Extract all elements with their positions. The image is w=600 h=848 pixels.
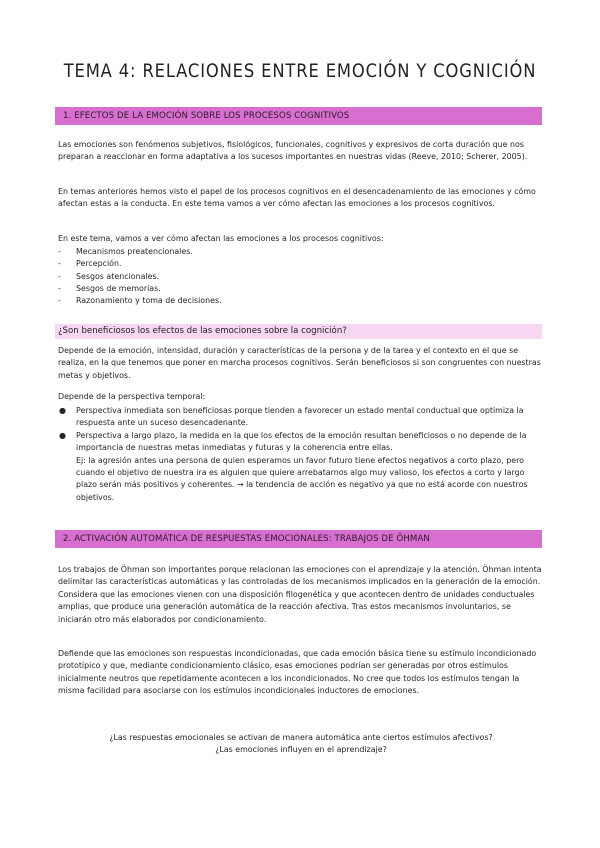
list-dash: - <box>58 247 61 256</box>
section-1-paragraph-5: Depende de la perspectiva temporal: <box>58 392 206 401</box>
list-dash: - <box>58 271 61 281</box>
list-dash: - <box>58 296 61 306</box>
section-1-heading: 1. EFECTOS DE LA EMOCIÓN SOBRE LOS PROCESOS COGNITIVOS <box>55 107 542 125</box>
section-1-paragraph-4: Depende de la emoción, intensidad, duración y características de la persona y de la tarea y el contexto en el que se realiza, en la que tenemos que poner en marcha procesos cognitivos. Serán beneficiosos si son congruentes con nuestras metas y objetivos. <box>58 346 541 380</box>
bullet-dot: ● <box>59 430 66 440</box>
page-title: TEMA 4: RELACIONES ENTRE EMOCIÓN Y COGNICIÓN <box>63 60 537 82</box>
section-1-paragraph-1: Las emociones son fenómenos subjetivos, fisiológicos, funcionales, cognitivos y expresivos de corta duración que nos preparan a reaccionar en forma adaptativa a los sucesos importantes en nuestras vidas (Reeve, 2010; Scherer, 2005). <box>58 140 528 162</box>
question-heading: ¿Son beneficiosos los efectos de las emociones sobre la cognición? <box>55 324 542 339</box>
temporal-perspective-list <box>58 405 544 504</box>
cognitive-processes-list <box>58 246 544 307</box>
list-dash: - <box>58 283 61 293</box>
list-item: - Razonamiento y toma de decisiones. <box>58 295 544 307</box>
bullet-example: Ej: la agresión antes una persona de quien esperamos un favor futuro tiene efectos negativos a corto plazo, pero cuando el objetivo de nuestra ira es alguien que quiere arrebatarnos algo muy valioso, los efectos a corto y largo plazo serán más positivos y coherentes. → la tendencia de acción es negativo ya que no está acorde con nuestros objetivos. <box>76 455 528 502</box>
section-1-paragraph-2: En temas anteriores hemos visto el papel de los procesos cognitivos en el desencadenamiento de las emociones y cómo afectan estas a la conducta. En este tema vamos a ver cómo afectan las emociones a los procesos cognitivos. <box>58 187 536 209</box>
bullet-dot: ● <box>59 406 66 415</box>
bullet-item-long-term: ● Perspectiva a largo plazo, la medida en la que los efectos de la emoción resultan beneficiosos o no depende de la importancia de nuestras metas inmediatas y futuras y la coherencia entre ellas. Ej: la agresión antes una persona de quien esperamos un favor futuro tiene efectos negativos a corto plazo, pero cuando el objetivo de nuestra ira es alguien que quiere arrebatarnos algo muy valioso, los efectos a corto y largo plazo serán más positivos y coherentes. → la tendencia de acción es negativo ya que no está acorde con nuestros objetivos. <box>59 430 528 502</box>
section-2-paragraph-1: Los trabajos de Öhman son importantes porque relacionan las emociones con el aprendizaje y la atención. Öhman intenta delimitar las características automáticas y las controladas de los mecanismos implicados en la generación de la emoción. Considera que las emociones vienen con una disposición filogenética y que acontecen dentro de unidades conductuales amplias, que produce una generación automática de la reacción afectiva. Tras estos mecanismos involuntarios, se iniciarán otro más elaborados por condicionamiento. <box>58 565 542 624</box>
section-2-heading: 2. ACTIVACIÓN AUTOMÁTICA DE RESPUESTAS EMOCIONALES: TRABAJOS DE ÖHMAN <box>55 530 542 548</box>
list-item: - Mecanismos preatencionales. <box>58 246 544 258</box>
closing-question-2: ¿Las emociones influyen en el aprendizaje? <box>215 745 387 754</box>
list-item: - Percepción. <box>58 258 544 270</box>
list-item: - Sesgos de memorias. <box>58 283 544 295</box>
section-1-paragraph-3: En este tema, vamos a ver cómo afectan las emociones a los procesos cognitivos: <box>58 234 384 243</box>
list-item: - Sesgos atencionales. <box>58 271 544 283</box>
section-2-paragraph-2: Defiende que las emociones son respuestas incondicionadas, que cada emoción básica tiene su estímulo incondicionado prototípico y que, mediante condicionamiento clásico, esas emociones podrían ser generadas por otros estímulos inicialmente neutros que repetidamente acontecen a los incondicionados. No cree que todos los estímulos tengan la misma facilidad para asociarse con los estímulos incondicionales inductores de emociones. <box>58 649 537 696</box>
list-dash: - <box>58 259 61 269</box>
bullet-item-immediate: ● Perspectiva inmediata son beneficiosas porque tienden a favorecer un estado mental conductual que optimiza la respuesta ante un suceso desencadenante. <box>59 406 524 428</box>
closing-question-1: ¿Las respuestas emocionales se activan de manera automática ante ciertos estímulos afectivos? <box>109 733 493 742</box>
